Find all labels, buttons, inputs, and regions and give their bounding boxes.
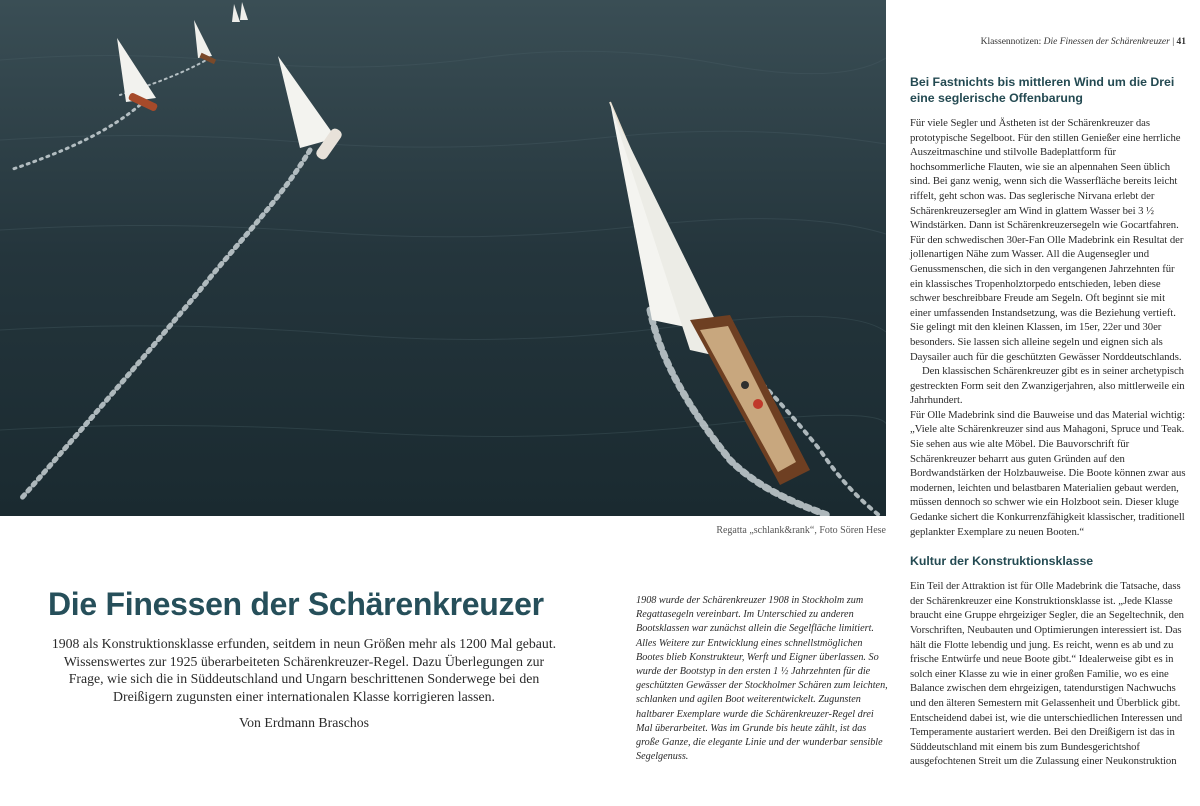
running-header: [904, 37, 1186, 47]
section-heading-1: Bei Fastnichts bis mittleren Wind um die Drei eine seglerische Offenbarung: [910, 75, 1175, 105]
body-paragraph: Für Olle Madebrink sind die Bauweise und das Material wichtig: „Viele alte Schärenkreuzer sind aus Mahagoni, Spruce und Teak. Sie sehen aus wie alte Möbel. Die Bauvorschrift für Schärenkreuzer beharrt aus guten Gründen auf den Bordwandstärken der Holzbauweise. Die Boote können zwar aus modernen, leichten und belastbaren Materialien gebaut werden, müssen dennoch so schwer wie ein Holzboot sein. Dieser kluge Gedanke sichert die Konkurrenzfähigkeit klassischer, traditionell geplankter Exemplare zu neuen Booten.“: [910, 408, 1186, 538]
running-head-title: Die Finessen der Schärenkreuzer: [1043, 37, 1170, 47]
section-heading-2: Kultur der Konstruktionsklasse: [910, 554, 1094, 569]
page-number: 41: [1176, 37, 1186, 47]
article-deck: 1908 als Konstruktionsklasse erfunden, seitdem in neun Größen mehr als 1200 Mal gebaut. Wissenswertes zur 1925 überarbeiteten Schärenkreuzer-Regel. Dazu Überlegungen zur Frage, wie sich die in Süddeutschland und Ungarn beschrittenen Sonderwege bei den Dreißigern zugunsten einer internationalen Klasse korrigieren lassen.: [51, 636, 557, 704]
article-headline: Die Finessen der Schärenkreuzer: [48, 586, 544, 622]
regatta-photo: [0, 0, 886, 516]
body-paragraph: Ein Teil der Attraktion ist für Olle Madebrink die Tatsache, dass der Schärenkreuzer eine Konstruktionsklasse ist. „Jede Klasse braucht eine Gruppe ehrgeiziger Segler, die an Segeltechnik, den Vorschriften, Neubauten und Optimierungen interessiert ist. Das hält die Flotte lebendig und jung. Es reicht, wenn es ab und zu frische Entwürfe und neue Boote gibt.“ Idealerweise gibt es in solch einer Klasse zu wie in einer großen Familie, wo es eine Balance zwischen dem ehrgeizigen, tatendurstigen Nachwuchs und den älteren Semestern mit Gelassenheit und Überblick gibt. Entscheidend dabei ist, wie die unterschiedlichen Interessen und Temperamente austariert werden. Bei den Dreißigern ist das in Süddeutschland mit einem bis zum Bundesgerichtshof ausgefochtenen Streit um die Zulassung einer Neukonstruktion: [910, 580, 1184, 768]
right-column: [910, 74, 1186, 769]
sailboats-aerial-photo-icon: [0, 0, 886, 516]
intro-paragraph: 1908 wurde der Schärenkreuzer 1908 in Stockholm zum Regattasegeln vereinbart. Im Unterschied zu anderen Bootsklassen war zunächst allein die Segelfläche limitiert. Alles Weitere zur Entwicklung eines schnellstmöglichen Bootes blieb Konstrukteur, Werft und Eigner überlassen. So wurde der Bootstyp in den ersten 1 ½ Jahrzehnten für die geschützten Gewässer der Stockholmer Schären zum leichten, schlanken und agilen Boot weiterentwickelt. Zugunsten haltbarer Exemplare wurde die Schärenkreuzer-Regel drei Mal überarbeitet. Was im Grunde bis heute zählt, ist das große Ganze, die elegante Linie und der wunderbar sensible Segelgenuss.: [636, 595, 888, 763]
author-byline: Von Erdmann Braschos: [238, 715, 370, 730]
body-paragraph: Den klassischen Schärenkreuzer gibt es in seiner archetypisch gestreckten Form seit den Zwanzigerjahren, also mittlerweile ein Jahrhundert.: [910, 365, 1185, 407]
photo-caption: Regatta „schlank&rank“, Foto Sören Hese: [716, 525, 886, 536]
running-head-separator: |: [1172, 37, 1175, 47]
body-paragraph: Für viele Segler und Ästheten ist der Schärenkreuzer das prototypische Segelboot. Für den stillen Genießer eine herrliche Auszeitmaschine und stilvolle Badeplattform für hochsommerliche Flauten, wie sie an alpennahen Seen üblich sind. Bei ganz wenig, wenn sich die Wasserfläche bereits leicht riffelt, geht schon was. Das seglerische Nirvana erlebt der Schärenkreuzersegler am Wind in glattem Wasser bei 3 ½ Windstärken. Dann ist Schärenkreuzersegeln wie Gocartfahren. Für den schwedischen 30er-Fan Olle Madebrink ein Resultat der jollenartigen Nähe zum Wasser. All die Augensegler und Genussmenschen, die sich in den vergangenen Jahrzehnten für ein klassisches Tropenholztorpedo entschieden, leben diese schwer beschreibbare Freude am Segeln. Oft beginnt sie mit einer umfassenden Instandsetzung, was die Beziehung vertieft. Sie gelingt mit den kleinen Klassen, im 15er, 22er und 30er besonders. Sie lassen sich alleine segeln und eignen sich als Daysailer auch für die geschützten Gewässer Norddeutschlands.: [910, 117, 1184, 363]
running-head-section: Klassennotizen:: [980, 37, 1042, 47]
